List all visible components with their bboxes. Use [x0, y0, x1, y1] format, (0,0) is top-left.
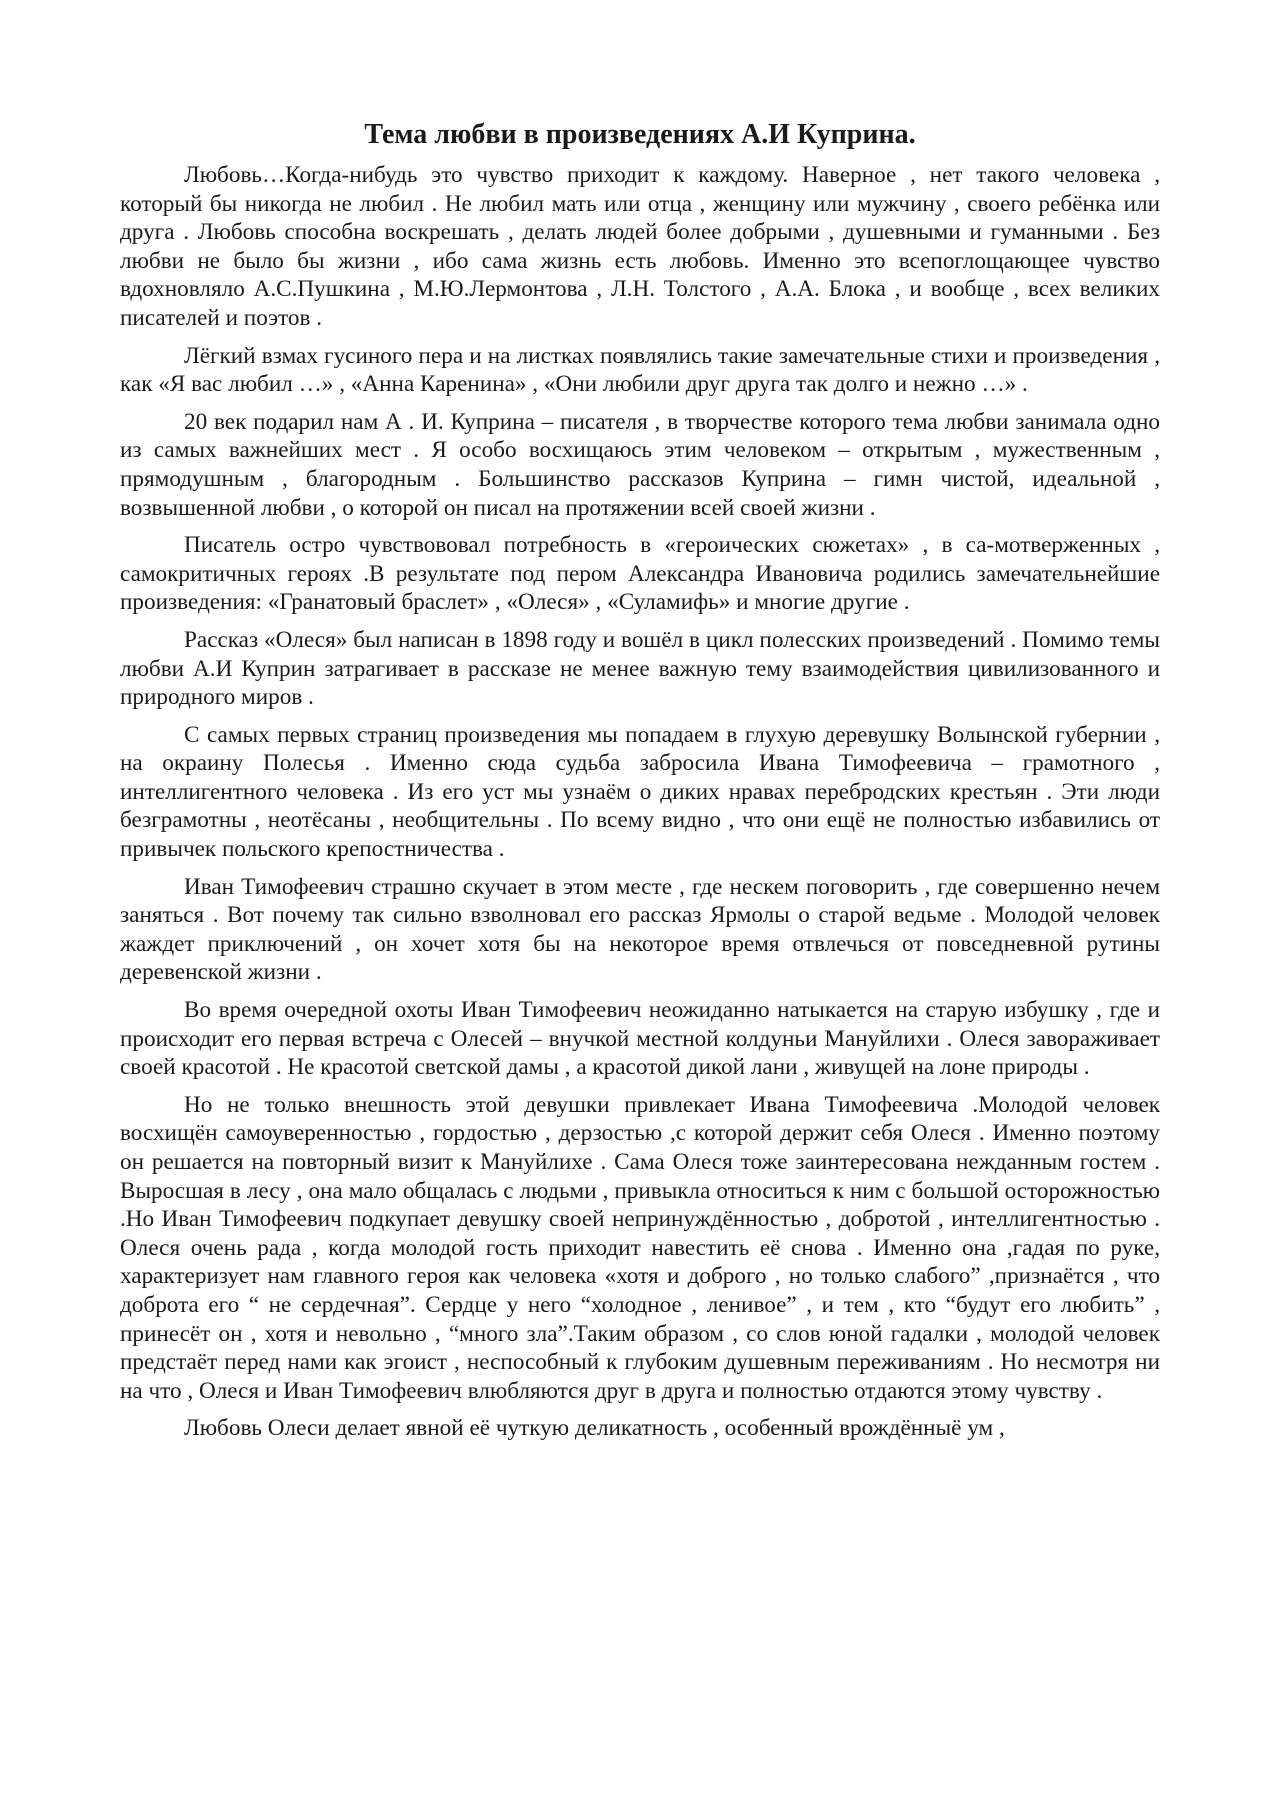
paragraph-5: Рассказ «Олеся» был написан в 1898 году и вошёл в цикл полесских произведений . Помимо темы любви А.И Куприн затрагивает в рассказе не менее важную тему взаимодействия цивилизованного и природного миров .	[120, 626, 1160, 711]
paragraph-3: 20 век подарил нам А . И. Куприна – писателя , в творчестве которого тема любви занимала одно из самых важнейших мест . Я особо восхищаюсь этим человеком – открытым , мужественным , прямодушным , благородным . Большинство рассказов Куприна – гимн чистой, идеальной , возвышенной любви , о которой он писал на протяжении всей своей жизни .	[120, 408, 1160, 521]
document-page	[120, 118, 1160, 1452]
paragraph-7: Иван Тимофеевич страшно скучает в этом месте , где нескем поговорить , где совершенно нечем заняться . Вот почему так сильно взволновал его рассказ Ярмолы о старой ведьме . Молодой человек жаждет приключений , он хочет хотя бы на некоторое время отвлечься от повседневной рутины деревенской жизни .	[120, 873, 1160, 986]
paragraph-9: Но не только внешность этой девушки привлекает Ивана Тимофеевича .Молодой человек восхищён самоуверенностью , гордостью , дерзостью ,с которой держит себя Олеся . Именно поэтому он решается на повторный визит к Мануйлихе . Сама Олеся тоже заинтересована нежданным гостем . Выросшая в лесу , она мало общалась с людьми , привыкла относиться к ним с большой осторожностью .Но Иван Тимофеевич подкупает девушку своей непринуждённостью , добротой , интеллигентностью . Олеся очень рада , когда молодой гость приходит навестить её снова . Именно она ,гадая по руке, характеризует нам главного героя как человека «хотя и доброго , но только слабого” ,признаётся , что доброта его “ не сердечная”. Сердце у него “холодное , ленивое” , и тем , кто “будут его любить” , принесёт он , хотя и невольно , “много зла”.Таким образом , со слов юной гадалки , молодой человек предстаёт перед нами как эгоист , неспособный к глубоким душевным переживаниям . Но несмотря ни на что , Олеся и Иван Тимофеевич влюбляются друг в друга и полностью отдаются этому чувству .	[120, 1091, 1160, 1404]
paragraph-6: С самых первых страниц произведения мы попадаем в глухую деревушку Волынской губернии , на окраину Полесья . Именно сюда судьба забросила Ивана Тимофеевича – грамотного , интеллигентного человека . Из его уст мы узнаём о диких нравах перебродских крестьян . Эти люди безграмотны , неотёсаны , необщительны . По всему видно , что они ещё не полностью избавились от привычек польского крепостничества .	[120, 721, 1160, 863]
paragraph-10: Любовь Олеси делает явной её чуткую деликатность , особенный врождённыё ум ,	[184, 1415, 1005, 1442]
document-title: Тема любви в произведениях А.И Куприна.	[364, 119, 916, 150]
paragraph-8: Во время очередной охоты Иван Тимофеевич неожиданно натыкается на старую избушку , где и происходит его первая встреча с Олесей – внучкой местной колдуньи Мануйлихи . Олеся завораживает своей красотой . Не красотой светской дамы , а красотой дикой лани , живущей на лоне природы .	[120, 997, 1160, 1081]
paragraph-2: Лёгкий взмах гусиного пера и на листках появлялись такие замечательные стихи и произведения , как «Я вас любил …» , «Анна Каренина» , «Они любили друг друга так долго и нежно …» .	[120, 342, 1160, 398]
paragraph-4: Писатель остро чувствововал потребность в «героических сюжетах» , в са-мотверженных , самокритичных героях .В результате под пером Александра Ивановича родились замечательнейшие произведения: «Гранатовый браслет» , «Олеся» , «Суламифь» и многие другие .	[120, 532, 1160, 616]
paragraph-1: Любовь…Когда-нибудь это чувство приходит к каждому. Наверное , нет такого человека , который бы никогда не любил . Не любил мать или отца , женщину или мужчину , своего ребёнка или друга . Любовь способна воскрешать , делать людей более добрыми , душевными и гуманными . Без любви не было бы жизни , ибо сама жизнь есть любовь. Именно это всепоглощающее чувство вдохновляло А.С.Пушкина , М.Ю.Лермонтова , Л.Н. Толстого , А.А. Блока , и вообще , всех великих писателей и поэтов .	[120, 162, 1160, 331]
